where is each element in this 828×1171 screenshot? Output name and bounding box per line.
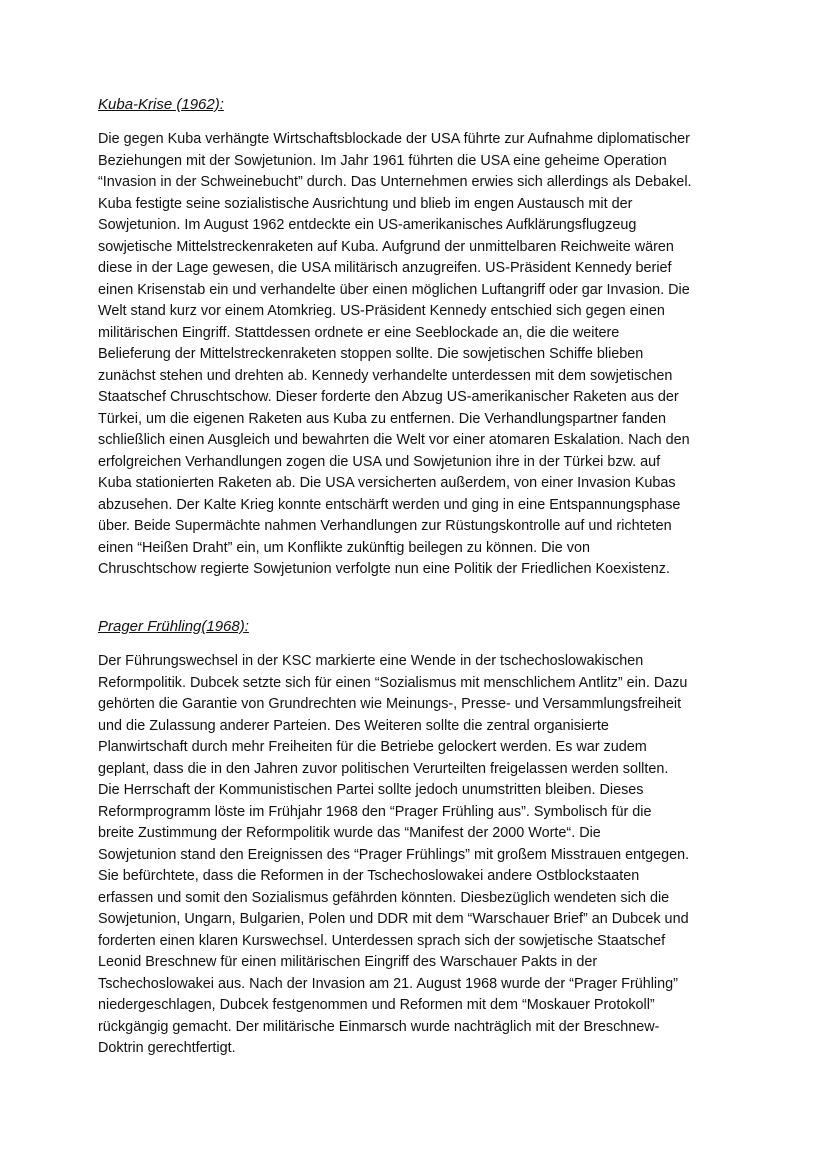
text-line: Die gegen Kuba verhängte Wirtschaftsblockade der USA führte zur Aufnahme diplomatischer	[98, 131, 690, 147]
text-line: Sowjetunion. Im August 1962 entdeckte ein US-amerikanisches Aufklärungsflugzeug	[98, 217, 637, 233]
text-line: Sowjetunion, Ungarn, Bulgarien, Polen und DDR mit dem “Warschauer Brief” an Dubcek und	[98, 911, 689, 927]
text-line: Doktrin gerechtfertigt.	[98, 1040, 236, 1056]
section-kuba-krise	[98, 95, 738, 581]
text-line: erfassen und somit den Sozialismus gefährden könnten. Diesbezüglich wendeten sich die	[98, 889, 670, 906]
text-line: Tschechoslowakei aus. Nach der Invasion am 21. August 1968 wurde der “Prager Frühling”	[98, 975, 678, 992]
text-line: schließlich einen Ausgleich und bewahrten die Welt vor einer atomaren Eskalation. Nach den	[98, 432, 690, 448]
text-line: Belieferung der Mittelstreckenraketen stoppen sollte. Die sowjetischen Schiffe blieben	[98, 346, 644, 362]
text-line: breite Zustimmung der Reformpolitik wurde das “Manifest der 2000 Worte“. Die	[98, 825, 601, 841]
text-line: zunächst stehen und drehten ab. Kennedy verhandelte unterdessen mit dem sowjetischen	[98, 367, 673, 384]
text-line: forderten einen klaren Kurswechsel. Unterdessen sprach sich der sowjetische Staatschef	[98, 932, 666, 949]
text-line: “Invasion in der Schweinebucht” durch. Das Unternehmen erwies sich allerdings als Debakel.	[98, 174, 692, 190]
text-line: einen “Heißen Draht” ein, um Konflikte zukünftig beilegen zu können. Die von	[98, 539, 590, 556]
text-line: Staatschef Chruschtschow. Dieser forderte den Abzug US-amerikanischer Raketen aus der	[98, 389, 679, 405]
text-line: Planwirtschaft durch mehr Freiheiten für die Betriebe gelockert werden. Es war zudem	[98, 739, 647, 755]
text-line: Chruschtschow regierte Sowjetunion verfolgte nun eine Politik der Friedlichen Koexistenz.	[98, 561, 670, 577]
text-line: über. Beide Supermächte nahmen Verhandlungen zur Rüstungskontrolle auf und richteten	[98, 518, 672, 534]
text-line: Beziehungen mit der Sowjetunion. Im Jahr 1961 führten die USA eine geheime Operation	[98, 152, 667, 169]
text-line: einen Krisenstab ein und verhandelte über einen möglichen Luftangriff oder gar Invasion. Die	[98, 281, 690, 298]
text-line: abzusehen. Der Kalte Krieg konnte entschärft werden und ging in eine Entspannungsphase	[98, 496, 681, 513]
text-line: Kuba stationierten Raketen ab. Die USA versicherten außerdem, von einer Invasion Kubas	[98, 475, 676, 491]
text-line: Kuba festigte seine sozialistische Ausrichtung und blieb im engen Austausch mit der	[98, 195, 633, 212]
text-line: Die Herrschaft der Kommunistischen Partei sollte jedoch unumstritten bleiben. Dieses	[98, 782, 644, 798]
text-line: Leonid Breschnew für einen militärischen Eingriff des Warschauer Pakts in der	[98, 954, 598, 970]
text-line: militärischen Eingriff. Stattdessen ordnete er eine Seeblockade an, die die weitere	[98, 324, 620, 341]
section-prager-fruehling	[98, 617, 738, 1060]
text-line: Sowjetunion stand den Ereignissen des “Prager Frühlings” mit großem Misstrauen entgegen.	[98, 846, 690, 863]
section-heading: Prager Frühling(1968):	[98, 618, 249, 635]
text-line: Reformprogramm löste im Frühjahr 1968 den “Prager Frühling aus”. Symbolisch für die	[98, 803, 652, 820]
text-line: erfolgreichen Verhandlungen zogen die USA und Sowjetunion ihre in der Türkei bzw. auf	[98, 453, 661, 470]
text-line: Der Führungswechsel in der KSC markierte eine Wende in der tschechoslowakischen	[98, 653, 644, 669]
text-line: Sie befürchtete, dass die Reformen in der Tschechoslowakei andere Ostblockstaaten	[98, 868, 640, 884]
text-line: diese in der Lage gewesen, die USA militärisch anzugreifen. US-Präsident Kennedy berief	[98, 260, 672, 276]
section-heading: Kuba-Krise (1962):	[98, 96, 224, 113]
text-line: Reformpolitik. Dubcek setzte sich für einen “Sozialismus mit menschlichem Antlitz” ein. Dazu	[98, 674, 688, 691]
text-line: Welt stand kurz vor einem Atomkrieg. US-Präsident Kennedy entschied sich gegen einen	[98, 303, 665, 319]
text-line: und die Zulassung anderer Parteien. Des Weiteren sollte die zentral organisierte	[98, 717, 609, 734]
text-line: niedergeschlagen, Dubcek festgenommen und Reformen mit dem “Moskauer Protokoll”	[98, 997, 655, 1013]
text-line: geplant, dass die in den Jahren zuvor politischen Verurteilten freigelassen werden sollten.	[98, 760, 669, 777]
text-line: rückgängig gemacht. Der militärische Einmarsch wurde nachträglich mit der Breschnew-	[98, 1018, 660, 1035]
section-body	[98, 651, 738, 1060]
section-body	[98, 129, 738, 581]
text-line: sowjetische Mittelstreckenraketen auf Kuba. Aufgrund der unmittelbaren Reichweite wären	[98, 238, 674, 255]
text-line: gehörten die Garantie von Grundrechten wie Meinungs-, Presse- und Versammlungsfreiheit	[98, 696, 682, 712]
text-line: Türkei, um die eigenen Raketen aus Kuba zu entfernen. Die Verhandlungspartner fanden	[98, 410, 667, 427]
